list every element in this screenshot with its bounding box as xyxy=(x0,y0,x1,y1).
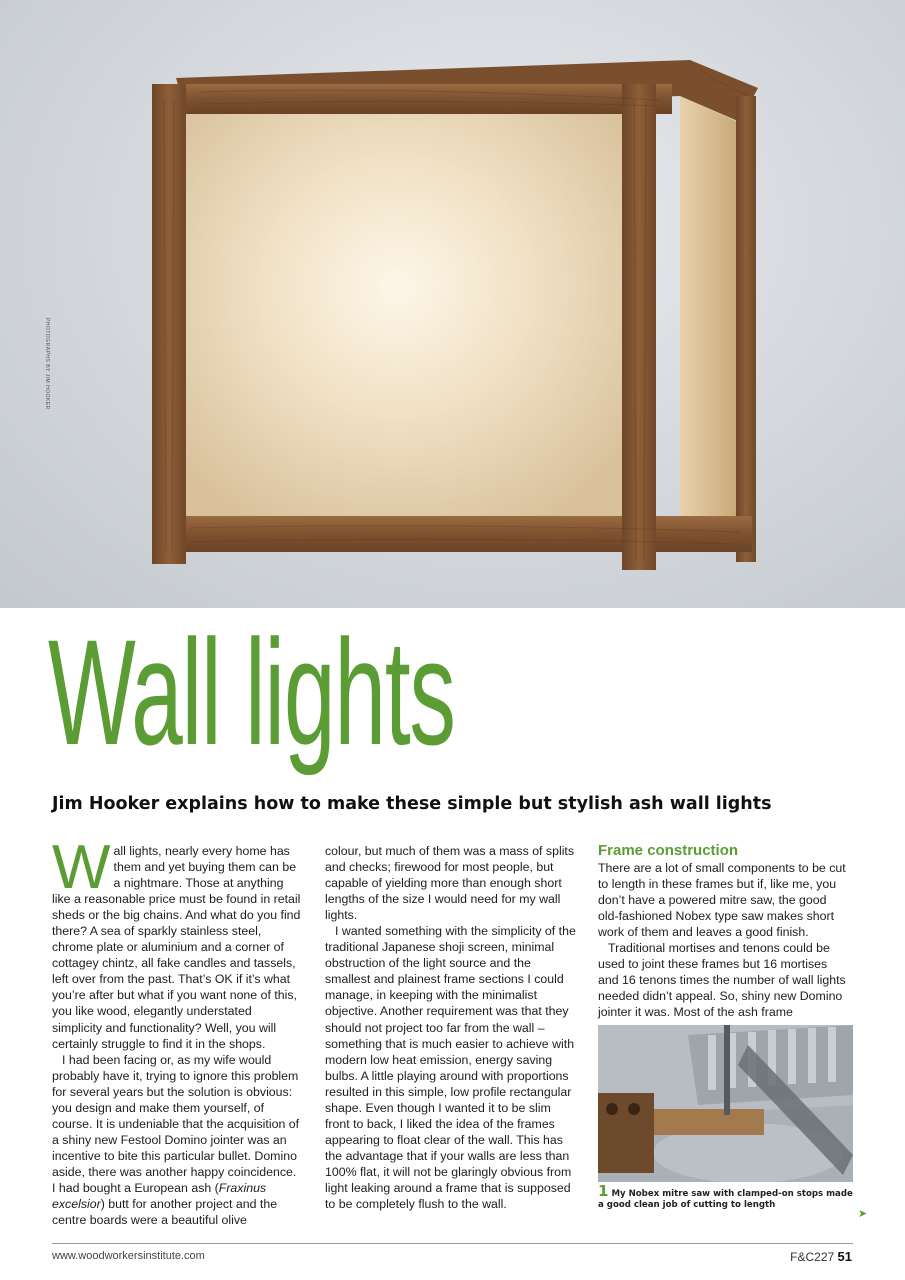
issue-number: F&C227 xyxy=(790,1250,835,1264)
hero-photo xyxy=(0,0,905,608)
photo-credit: PHOTOGRAPHS BY JIM HOOKER xyxy=(44,318,50,410)
intro-text: all lights, nearly every home has them and yet buying them can be a nightmare. Those at anything like a reasonable price must be found in retail sheds or the big chains. And what do you find there? A sea of sparkly stainless steel, chrome plate or aluminium and a corner of cottagey chintz, all fake candles and tassels, left over from the past. That’s OK if it’s what you’re after but what if you want none of this, you like wood, elegantly understated simplicity and functionality? Well, you will certainly struggle to find it in the shops. xyxy=(52,844,301,1051)
mitre-saw-illustration xyxy=(598,1025,853,1182)
body-column-1 xyxy=(52,833,303,1228)
footer-url[interactable]: www.woodworkersinstitute.com xyxy=(52,1250,205,1262)
body-column-3 xyxy=(598,843,849,1020)
footer-divider xyxy=(52,1243,853,1244)
caption-text: My Nobex mitre saw with clamped-on stops made a good clean job of cutting to length xyxy=(598,1189,853,1210)
mitre-saw-photo xyxy=(598,1025,853,1182)
paragraph-2-text-a: I had been facing or, as my wife would probably have it, trying to ignore this problem for several years but the solution is obvious: you design and make them yourself, of course. It is undeniable that the acquisition of a shiny new Festool Domino jointer was an incentive to bite this particular bullet. Domino aside, there was another happy coincidence. I had bought a European ash ( xyxy=(52,1052,300,1195)
body-column-2 xyxy=(325,843,576,1212)
standfirst: Jim Hooker explains how to make these simple but stylish ash wall lights xyxy=(52,794,772,814)
paragraph-5: There are a lot of small components to be cut to length in these frames but if, like me, you don’t have a powered mitre saw, the good old-fashioned Nobex type saw makes short work of them and leaves a good finish. xyxy=(598,861,846,940)
paragraph-6: Traditional mortises and tenons could be used to joint these frames but 16 mortises and 16 tenons times the number of wall lights needed didn’t appeal. So, shiny new Domino jointer it was. Most of the ash frame xyxy=(598,941,846,1020)
section-heading: Frame construction xyxy=(598,842,739,859)
wall-light-illustration xyxy=(0,0,905,608)
intro-paragraph xyxy=(52,833,303,1052)
paragraph-2 xyxy=(52,1052,303,1229)
article-title: Wall lights xyxy=(48,608,455,776)
drop-cap: W xyxy=(52,833,111,902)
paragraph-2-text-b: ) butt for another project and the centre boards were a beautiful olive xyxy=(52,1197,278,1228)
continue-arrow-icon: ➤ xyxy=(858,1208,868,1220)
caption-number: 1 xyxy=(598,1182,609,1200)
species-name: Fraxinus excelsior xyxy=(52,1180,267,1212)
page-number: 51 xyxy=(837,1249,852,1264)
paragraph-3: colour, but much of them was a mass of splits and checks; firewood for most people, but capable of yielding more than enough short lengths of the size I would need for my wall lights. xyxy=(325,844,575,923)
photo-caption xyxy=(598,1182,853,1211)
footer-issue xyxy=(790,1249,852,1264)
paragraph-4: I wanted something with the simplicity of the traditional Japanese shoji screen, minimal obstruction of the light source and the smallest and plainest frame sections I could manage, in keeping with the minimalist objective. Another requirement was that they should not project too far from the wall – something that is much easier to achieve with modern low heat emission, energy saving bulbs. A little playing around with proportions resulted in this simple, low profile rectangular shape. Even though I wanted it to be slim front to back, I liked the idea of the frames appearing to float clear of the wall. This has the advantage that if your walls are less than 100% flat, it will not be glaringly obvious from light leaking around a frame that is supposed to be completely flush to the wall. xyxy=(325,924,576,1212)
